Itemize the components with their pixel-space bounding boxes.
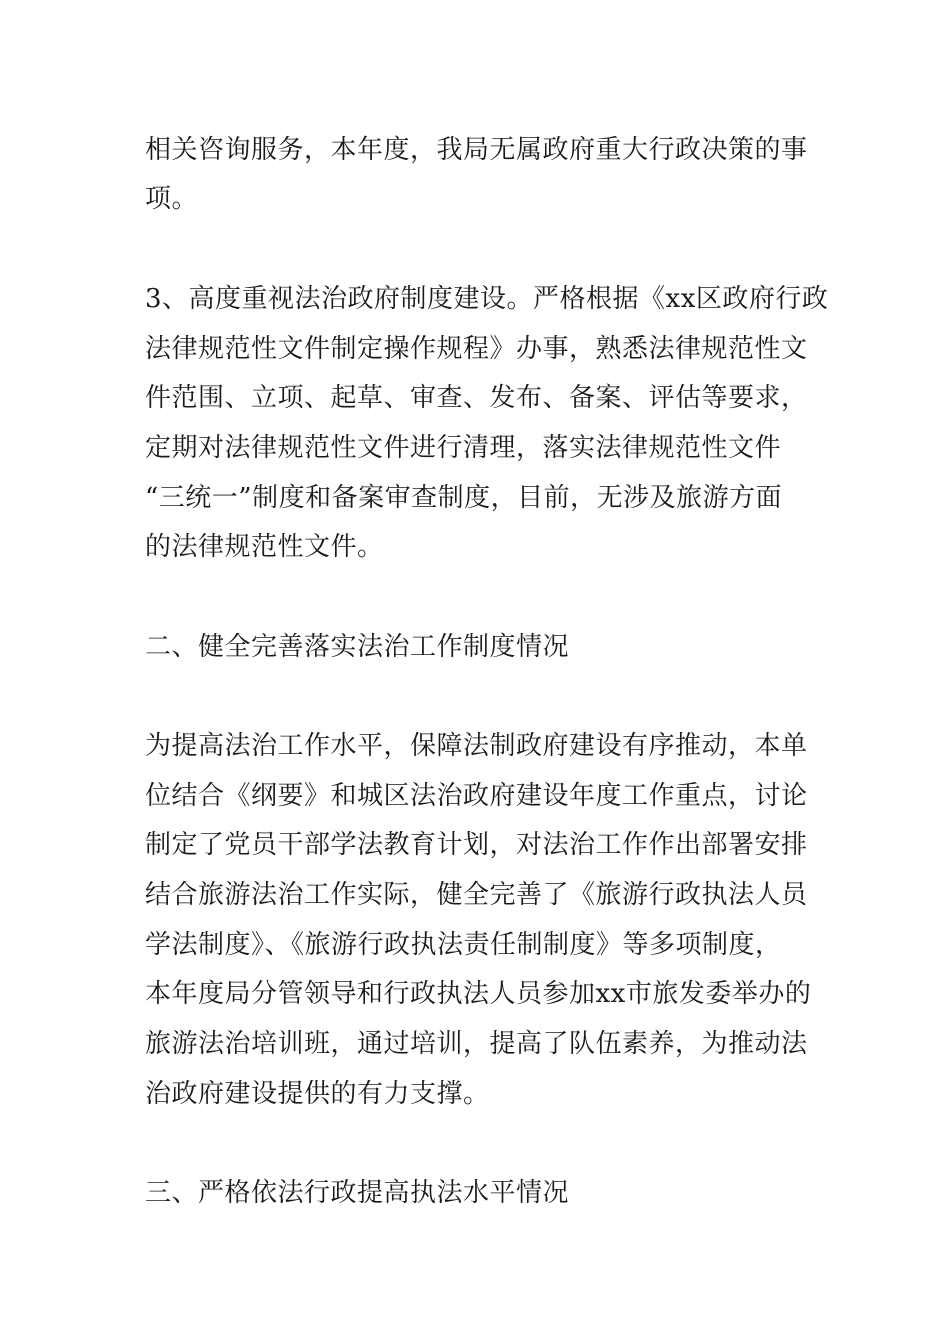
paragraph-line: 相关咨询服务，本年度，我局无属政府重大行政决策的事 bbox=[145, 135, 808, 165]
paragraph-line: 结合旅游法治工作实际，健全完善了《旅游行政执法人员 bbox=[145, 880, 808, 910]
paragraph-line: 的法律规范性文件。 bbox=[145, 532, 384, 562]
paragraph-line: “三统一”制度和备案审查制度，目前，无涉及旅游方面 bbox=[145, 483, 783, 513]
paragraph-line: 项。 bbox=[145, 184, 199, 214]
paragraph-line: 法律规范性文件制定操作规程》办事，熟悉法律规范性文 bbox=[145, 334, 808, 364]
section-heading: 三、严格依法行政提高执法水平情况 bbox=[145, 1178, 570, 1208]
paragraph-line: 制定了党员干部学法教育计划，对法治工作作出部署安排 bbox=[145, 830, 808, 860]
paragraph-line: 旅游法治培训班，通过培训，提高了队伍素养，为推动法 bbox=[145, 1029, 808, 1059]
section-heading: 二、健全完善落实法治工作制度情况 bbox=[145, 632, 570, 662]
paragraph-line: 本年度局分管领导和行政执法人员参加xx市旅发委举办的 bbox=[145, 979, 812, 1009]
paragraph-line: 件范围、立项、起草、审查、发布、备案、评估等要求， bbox=[145, 383, 808, 413]
paragraph-line: 学法制度》、《旅游行政执法责任制制度》等多项制度， bbox=[145, 930, 782, 960]
paragraph-line: 3、高度重视法治政府制度建设。严格根据《xx区政府行政 bbox=[145, 284, 829, 314]
paragraph-line: 为提高法治工作水平，保障法制政府建设有序推动，本单 bbox=[145, 731, 808, 761]
paragraph-line: 治政府建设提供的有力支撑。 bbox=[145, 1079, 490, 1109]
paragraph-line: 定期对法律规范性文件进行清理，落实法律规范性文件 bbox=[145, 433, 782, 463]
paragraph-line: 位结合《纲要》和城区法治政府建设年度工作重点，讨论 bbox=[145, 781, 808, 811]
